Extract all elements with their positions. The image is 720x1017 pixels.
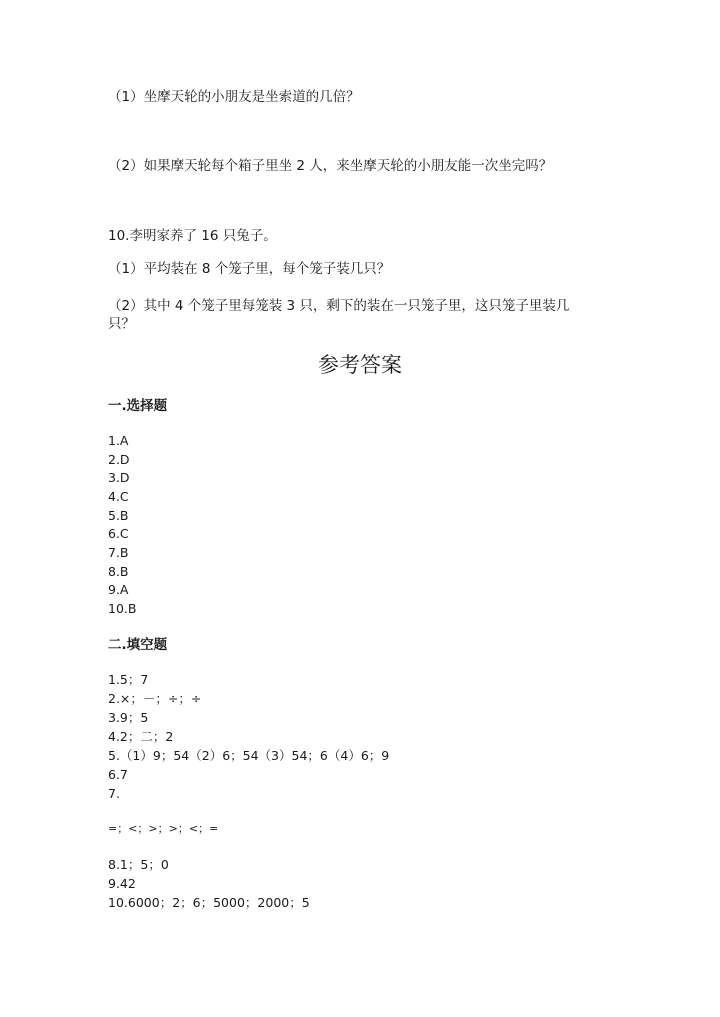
- answer-1-4: 4.C: [108, 489, 129, 504]
- answer-2-1: 1.5；7: [108, 672, 149, 687]
- answer-1-7: 7.B: [108, 545, 129, 560]
- question-10: 10.李明家养了 16 只兔子。: [108, 228, 277, 244]
- answer-2-5: 5.（1）9；54（2）6；54（3）54；6（4）6；9: [108, 748, 390, 763]
- answer-2-2: 2.×；－；÷；÷: [108, 691, 202, 706]
- answer-1-9: 9.A: [108, 582, 129, 597]
- answer-1-6: 6.C: [108, 526, 129, 541]
- question-9-part-1: （1）坐摩天轮的小朋友是坐索道的几倍？: [108, 89, 360, 105]
- answer-2-7-detail: =；<；>；>；<；=: [108, 822, 219, 835]
- section-1-heading: 一.选择题: [108, 398, 168, 414]
- answer-2-8: 8.1；5；0: [108, 857, 169, 872]
- question-10-part-1: （1）平均装在 8 个笼子里，每个笼子装几只？: [108, 261, 391, 277]
- answer-1-10: 10.B: [108, 601, 137, 616]
- answer-1-8: 8.B: [108, 564, 129, 579]
- question-9-part-2: （2）如果摩天轮每个箱子里坐 2 人，来坐摩天轮的小朋友能一次坐完吗？: [108, 158, 553, 174]
- answer-2-9: 9.42: [108, 876, 136, 891]
- answer-1-3: 3.D: [108, 470, 130, 485]
- answer-1-5: 5.B: [108, 508, 129, 523]
- answer-2-10: 10.6000；2；6；5000；2000；5: [108, 895, 310, 910]
- answer-2-4: 4.2；二；2: [108, 729, 174, 744]
- section-2-heading: 二.填空题: [108, 637, 168, 653]
- answer-1-2: 2.D: [108, 452, 130, 467]
- answer-title: 参考答案: [318, 353, 402, 377]
- question-10-part-2-line-1: （2）其中 4 个笼子里每笼装 3 只，剩下的装在一只笼子里，这只笼子里装几: [108, 298, 570, 314]
- answer-2-6: 6.7: [108, 767, 128, 782]
- answer-1-1: 1.A: [108, 433, 129, 448]
- answer-2-7: 7.: [108, 786, 120, 801]
- question-10-part-2-line-2: 只？: [108, 316, 135, 332]
- answer-2-3: 3.9；5: [108, 710, 149, 725]
